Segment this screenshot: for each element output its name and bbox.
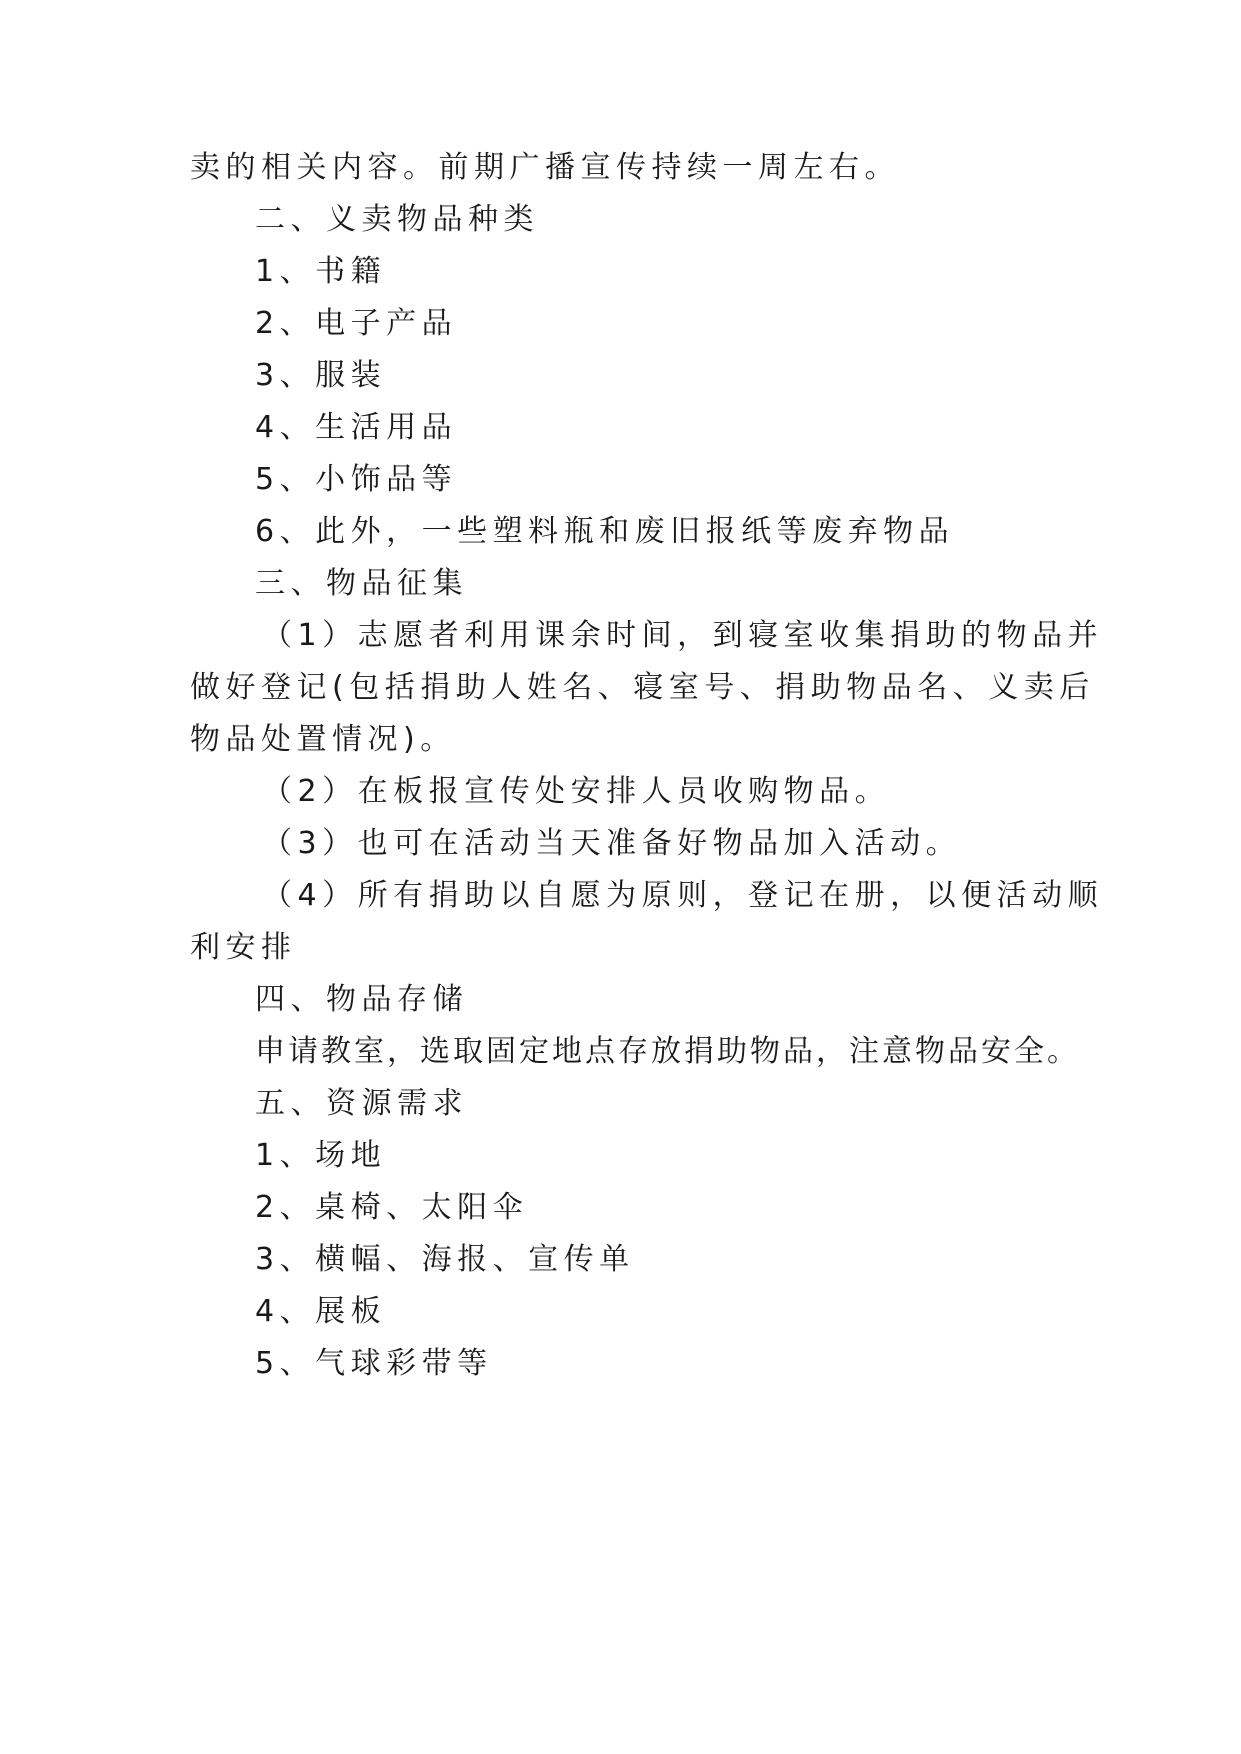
list-item: 1、书籍 [255, 254, 387, 289]
list-item: 2、电子产品 [255, 306, 458, 341]
list-item: 5、小饰品等 [255, 462, 458, 497]
paragraph-line: （2）在板报宣传处安排人员收购物品。 [262, 774, 891, 809]
paragraph-line: （4）所有捐助以自愿为原则，登记在册，以便活动顺 [262, 878, 1104, 913]
paragraph-line: 卖的相关内容。前期广播宣传持续一周左右。 [190, 150, 900, 185]
paragraph-line: 物品处置情况)。 [190, 722, 456, 757]
paragraph-line: 做好登记(包括捐助人姓名、寝室号、捐助物品名、义卖后 [190, 670, 1095, 705]
list-item: 3、服装 [255, 358, 387, 393]
list-item: 4、展板 [255, 1294, 387, 1329]
section-heading: 三、物品征集 [255, 566, 468, 601]
section-heading: 五、资源需求 [255, 1086, 468, 1121]
section-heading: 二、义卖物品种类 [255, 202, 539, 237]
paragraph-line: 申请教室，选取固定地点存放捐助物品，注意物品安全。 [255, 1034, 1080, 1069]
list-item: 5、气球彩带等 [255, 1346, 493, 1381]
list-item: 4、生活用品 [255, 410, 458, 445]
paragraph-line: 利安排 [190, 930, 297, 965]
paragraph-line: （3）也可在活动当天准备好物品加入活动。 [262, 826, 962, 861]
list-item: 2、桌椅、太阳伞 [255, 1190, 529, 1225]
list-item: 6、此外，一些塑料瓶和废旧报纸等废弃物品 [255, 514, 955, 549]
section-heading: 四、物品存储 [255, 982, 468, 1017]
paragraph-line: （1）志愿者利用课余时间，到寝室收集捐助的物品并 [262, 618, 1104, 653]
list-item: 3、横幅、海报、宣传单 [255, 1242, 635, 1277]
list-item: 1、场地 [255, 1138, 387, 1173]
